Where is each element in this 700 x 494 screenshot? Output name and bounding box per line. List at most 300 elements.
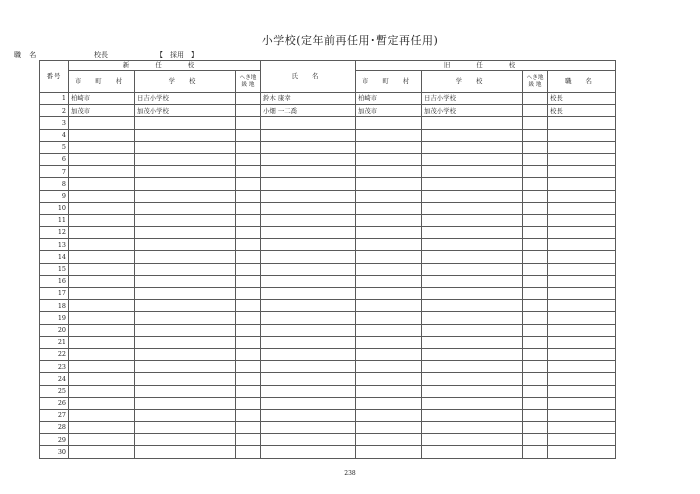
new-remote-area-cell bbox=[236, 117, 261, 129]
new-school-cell: 加茂小学校 bbox=[135, 105, 236, 117]
new-municipality-cell bbox=[69, 348, 135, 360]
row-number: 21 bbox=[40, 336, 69, 348]
new-remote-area-cell bbox=[236, 263, 261, 275]
old-school-cell bbox=[422, 446, 523, 458]
old-school-cell bbox=[422, 361, 523, 373]
new-remote-area-cell bbox=[236, 239, 261, 251]
old-municipality-cell bbox=[356, 324, 422, 336]
header-number: 番号 bbox=[40, 61, 69, 93]
old-remote-area-cell bbox=[523, 251, 548, 263]
old-municipality-cell bbox=[356, 129, 422, 141]
old-school-cell bbox=[422, 141, 523, 153]
table-row bbox=[40, 312, 616, 324]
row-number: 20 bbox=[40, 324, 69, 336]
new-remote-area-cell bbox=[236, 312, 261, 324]
job-title-label: 職 名 bbox=[14, 51, 40, 59]
job-title-cell bbox=[548, 129, 616, 141]
name-cell bbox=[261, 117, 356, 129]
new-municipality-cell: 柏崎市 bbox=[69, 93, 135, 105]
old-municipality-cell bbox=[356, 227, 422, 239]
header-name: 氏 名 bbox=[261, 61, 356, 93]
new-school-cell bbox=[135, 348, 236, 360]
old-remote-area-cell bbox=[523, 336, 548, 348]
new-municipality-cell bbox=[69, 263, 135, 275]
new-remote-area-cell bbox=[236, 446, 261, 458]
table-row bbox=[40, 166, 616, 178]
table-row bbox=[40, 129, 616, 141]
old-municipality-cell bbox=[356, 117, 422, 129]
job-title-cell bbox=[548, 202, 616, 214]
table-row bbox=[40, 141, 616, 153]
old-municipality-cell bbox=[356, 446, 422, 458]
new-municipality-cell bbox=[69, 166, 135, 178]
new-school-cell bbox=[135, 153, 236, 165]
new-municipality-cell bbox=[69, 239, 135, 251]
job-title-cell bbox=[548, 373, 616, 385]
row-number: 1 bbox=[40, 93, 69, 105]
header-old-school: 学 校 bbox=[422, 71, 523, 93]
new-municipality-cell bbox=[69, 361, 135, 373]
new-school-cell bbox=[135, 361, 236, 373]
old-school-cell bbox=[422, 409, 523, 421]
old-school-cell bbox=[422, 129, 523, 141]
new-school-cell bbox=[135, 166, 236, 178]
job-title-cell bbox=[548, 312, 616, 324]
new-school-cell bbox=[135, 251, 236, 263]
row-number: 8 bbox=[40, 178, 69, 190]
job-title-value: 校長 bbox=[94, 51, 108, 59]
row-number: 28 bbox=[40, 422, 69, 434]
old-municipality-cell bbox=[356, 202, 422, 214]
old-remote-area-cell bbox=[523, 214, 548, 226]
old-school-cell bbox=[422, 422, 523, 434]
row-number: 12 bbox=[40, 227, 69, 239]
old-school-cell bbox=[422, 166, 523, 178]
new-municipality-cell bbox=[69, 422, 135, 434]
table-row bbox=[40, 227, 616, 239]
name-cell bbox=[261, 178, 356, 190]
name-cell: 鈴木 康幸 bbox=[261, 93, 356, 105]
new-school-cell bbox=[135, 300, 236, 312]
old-school-cell bbox=[422, 288, 523, 300]
old-school-cell bbox=[422, 202, 523, 214]
old-municipality-cell bbox=[356, 263, 422, 275]
job-title-cell bbox=[548, 434, 616, 446]
old-municipality-cell: 加茂市 bbox=[356, 105, 422, 117]
old-school-cell bbox=[422, 336, 523, 348]
old-municipality-cell bbox=[356, 275, 422, 287]
new-municipality-cell bbox=[69, 202, 135, 214]
new-school-cell bbox=[135, 239, 236, 251]
old-remote-area-cell bbox=[523, 129, 548, 141]
new-municipality-cell bbox=[69, 153, 135, 165]
new-municipality-cell bbox=[69, 129, 135, 141]
old-municipality-cell bbox=[356, 336, 422, 348]
old-remote-area-cell bbox=[523, 93, 548, 105]
old-remote-area-cell bbox=[523, 227, 548, 239]
job-title-cell bbox=[548, 446, 616, 458]
job-title-cell bbox=[548, 239, 616, 251]
old-municipality-cell bbox=[356, 251, 422, 263]
name-cell bbox=[261, 141, 356, 153]
table-row bbox=[40, 153, 616, 165]
old-school-cell bbox=[422, 214, 523, 226]
row-number: 25 bbox=[40, 385, 69, 397]
new-municipality-cell: 加茂市 bbox=[69, 105, 135, 117]
table-row bbox=[40, 117, 616, 129]
new-school-cell bbox=[135, 275, 236, 287]
new-school-cell bbox=[135, 336, 236, 348]
name-cell bbox=[261, 202, 356, 214]
new-school-cell bbox=[135, 288, 236, 300]
row-number: 14 bbox=[40, 251, 69, 263]
old-school-cell bbox=[422, 117, 523, 129]
header-new-municipality: 市 町 村 bbox=[69, 71, 135, 93]
new-school-cell bbox=[135, 397, 236, 409]
old-municipality-cell bbox=[356, 288, 422, 300]
new-municipality-cell bbox=[69, 288, 135, 300]
table-row bbox=[40, 300, 616, 312]
table-row bbox=[40, 434, 616, 446]
old-municipality-cell bbox=[356, 166, 422, 178]
name-cell bbox=[261, 129, 356, 141]
row-number: 3 bbox=[40, 117, 69, 129]
old-school-cell bbox=[422, 227, 523, 239]
old-remote-area-cell bbox=[523, 117, 548, 129]
old-remote-area-cell bbox=[523, 397, 548, 409]
new-remote-area-cell bbox=[236, 336, 261, 348]
job-title-cell bbox=[548, 214, 616, 226]
name-cell bbox=[261, 190, 356, 202]
old-remote-area-cell bbox=[523, 288, 548, 300]
old-school-cell bbox=[422, 275, 523, 287]
name-cell bbox=[261, 288, 356, 300]
name-cell bbox=[261, 251, 356, 263]
header-job-title: 職 名 bbox=[548, 71, 616, 93]
new-municipality-cell bbox=[69, 190, 135, 202]
job-title-cell bbox=[548, 275, 616, 287]
old-municipality-cell bbox=[356, 348, 422, 360]
job-title-cell bbox=[548, 409, 616, 421]
new-municipality-cell bbox=[69, 312, 135, 324]
name-cell bbox=[261, 409, 356, 421]
row-number: 9 bbox=[40, 190, 69, 202]
old-school-cell bbox=[422, 239, 523, 251]
name-cell bbox=[261, 214, 356, 226]
new-municipality-cell bbox=[69, 275, 135, 287]
new-school-cell bbox=[135, 190, 236, 202]
table-row bbox=[40, 373, 616, 385]
new-remote-area-cell bbox=[236, 141, 261, 153]
new-remote-area-cell bbox=[236, 178, 261, 190]
name-cell bbox=[261, 153, 356, 165]
old-school-cell bbox=[422, 300, 523, 312]
new-school-cell bbox=[135, 263, 236, 275]
job-title-cell bbox=[548, 166, 616, 178]
row-number: 26 bbox=[40, 397, 69, 409]
new-school-cell bbox=[135, 434, 236, 446]
new-municipality-cell bbox=[69, 227, 135, 239]
old-school-cell bbox=[422, 190, 523, 202]
header-new-remote-area: へき地級 地 bbox=[236, 71, 261, 93]
job-title-cell bbox=[548, 348, 616, 360]
name-cell: 小畑 一二喬 bbox=[261, 105, 356, 117]
job-title-cell bbox=[548, 385, 616, 397]
table-row bbox=[40, 178, 616, 190]
table-row bbox=[40, 422, 616, 434]
table-row bbox=[40, 361, 616, 373]
new-school-cell: 日吉小学校 bbox=[135, 93, 236, 105]
old-remote-area-cell bbox=[523, 239, 548, 251]
old-municipality-cell bbox=[356, 385, 422, 397]
old-remote-area-cell bbox=[523, 275, 548, 287]
table-row bbox=[40, 397, 616, 409]
job-title-cell bbox=[548, 361, 616, 373]
row-number: 7 bbox=[40, 166, 69, 178]
row-number: 2 bbox=[40, 105, 69, 117]
new-school-cell bbox=[135, 227, 236, 239]
new-municipality-cell bbox=[69, 178, 135, 190]
new-municipality-cell bbox=[69, 434, 135, 446]
old-remote-area-cell bbox=[523, 361, 548, 373]
old-remote-area-cell bbox=[523, 178, 548, 190]
old-municipality-cell bbox=[356, 178, 422, 190]
row-number: 22 bbox=[40, 348, 69, 360]
new-school-cell bbox=[135, 214, 236, 226]
header-new-school-group: 新 任 校 bbox=[69, 61, 261, 71]
name-cell bbox=[261, 348, 356, 360]
old-municipality-cell bbox=[356, 300, 422, 312]
old-municipality-cell bbox=[356, 141, 422, 153]
new-school-cell bbox=[135, 324, 236, 336]
new-municipality-cell bbox=[69, 336, 135, 348]
new-school-cell bbox=[135, 373, 236, 385]
new-remote-area-cell bbox=[236, 251, 261, 263]
row-number: 11 bbox=[40, 214, 69, 226]
old-remote-area-cell bbox=[523, 190, 548, 202]
row-number: 23 bbox=[40, 361, 69, 373]
old-school-cell bbox=[422, 397, 523, 409]
new-school-cell bbox=[135, 446, 236, 458]
old-remote-area-cell bbox=[523, 300, 548, 312]
old-school-cell bbox=[422, 385, 523, 397]
new-remote-area-cell bbox=[236, 300, 261, 312]
new-municipality-cell bbox=[69, 300, 135, 312]
row-number: 5 bbox=[40, 141, 69, 153]
old-remote-area-cell bbox=[523, 324, 548, 336]
header-old-municipality: 市 町 村 bbox=[356, 71, 422, 93]
job-title-cell bbox=[548, 422, 616, 434]
row-number: 4 bbox=[40, 129, 69, 141]
job-title-cell bbox=[548, 336, 616, 348]
new-remote-area-cell bbox=[236, 275, 261, 287]
new-school-cell bbox=[135, 422, 236, 434]
name-cell bbox=[261, 275, 356, 287]
job-title-cell: 校長 bbox=[548, 93, 616, 105]
new-school-cell bbox=[135, 117, 236, 129]
row-number: 17 bbox=[40, 288, 69, 300]
new-school-cell bbox=[135, 141, 236, 153]
old-municipality-cell bbox=[356, 239, 422, 251]
table-row bbox=[40, 275, 616, 287]
row-number: 13 bbox=[40, 239, 69, 251]
new-municipality-cell bbox=[69, 141, 135, 153]
new-school-cell bbox=[135, 409, 236, 421]
row-number: 30 bbox=[40, 446, 69, 458]
new-municipality-cell bbox=[69, 446, 135, 458]
job-title-cell bbox=[548, 324, 616, 336]
row-number: 24 bbox=[40, 373, 69, 385]
new-remote-area-cell bbox=[236, 202, 261, 214]
table-row bbox=[40, 409, 616, 421]
old-municipality-cell bbox=[356, 397, 422, 409]
old-school-cell bbox=[422, 153, 523, 165]
old-municipality-cell bbox=[356, 361, 422, 373]
old-school-cell bbox=[422, 251, 523, 263]
new-municipality-cell bbox=[69, 251, 135, 263]
name-cell bbox=[261, 373, 356, 385]
old-remote-area-cell bbox=[523, 422, 548, 434]
header-old-remote-area: へき地級 地 bbox=[523, 71, 548, 93]
table-row bbox=[40, 385, 616, 397]
old-school-cell: 加茂小学校 bbox=[422, 105, 523, 117]
name-cell bbox=[261, 336, 356, 348]
table-row bbox=[40, 446, 616, 458]
new-school-cell bbox=[135, 385, 236, 397]
row-number: 18 bbox=[40, 300, 69, 312]
old-remote-area-cell bbox=[523, 202, 548, 214]
name-cell bbox=[261, 312, 356, 324]
name-cell bbox=[261, 263, 356, 275]
header-new-school: 学 校 bbox=[135, 71, 236, 93]
new-remote-area-cell bbox=[236, 348, 261, 360]
table-row bbox=[40, 251, 616, 263]
old-remote-area-cell bbox=[523, 105, 548, 117]
new-remote-area-cell bbox=[236, 93, 261, 105]
new-remote-area-cell bbox=[236, 409, 261, 421]
personnel-table bbox=[39, 60, 616, 459]
old-school-cell bbox=[422, 178, 523, 190]
table-row bbox=[40, 324, 616, 336]
new-remote-area-cell bbox=[236, 129, 261, 141]
job-title-cell bbox=[548, 190, 616, 202]
new-remote-area-cell bbox=[236, 166, 261, 178]
row-number: 19 bbox=[40, 312, 69, 324]
old-remote-area-cell bbox=[523, 385, 548, 397]
new-municipality-cell bbox=[69, 117, 135, 129]
name-cell bbox=[261, 361, 356, 373]
job-title-cell bbox=[548, 263, 616, 275]
name-cell bbox=[261, 227, 356, 239]
old-municipality-cell bbox=[356, 422, 422, 434]
row-number: 6 bbox=[40, 153, 69, 165]
table-row bbox=[40, 214, 616, 226]
table-row bbox=[40, 239, 616, 251]
job-title-cell bbox=[548, 153, 616, 165]
row-number: 15 bbox=[40, 263, 69, 275]
job-title-cell bbox=[548, 397, 616, 409]
old-remote-area-cell bbox=[523, 263, 548, 275]
old-municipality-cell bbox=[356, 409, 422, 421]
new-municipality-cell bbox=[69, 373, 135, 385]
old-remote-area-cell bbox=[523, 446, 548, 458]
header-old-school-group: 旧 任 校 bbox=[356, 61, 616, 71]
new-remote-area-cell bbox=[236, 324, 261, 336]
new-remote-area-cell bbox=[236, 288, 261, 300]
table-row bbox=[40, 93, 616, 105]
new-remote-area-cell bbox=[236, 385, 261, 397]
job-title-cell bbox=[548, 227, 616, 239]
row-number: 27 bbox=[40, 409, 69, 421]
new-remote-area-cell bbox=[236, 397, 261, 409]
new-school-cell bbox=[135, 202, 236, 214]
new-remote-area-cell bbox=[236, 422, 261, 434]
new-remote-area-cell bbox=[236, 227, 261, 239]
old-remote-area-cell bbox=[523, 348, 548, 360]
old-school-cell bbox=[422, 312, 523, 324]
job-title-cell bbox=[548, 141, 616, 153]
new-remote-area-cell bbox=[236, 434, 261, 446]
name-cell bbox=[261, 239, 356, 251]
appointment-type: 【 採用 】 bbox=[156, 51, 198, 59]
name-cell bbox=[261, 434, 356, 446]
table-row bbox=[40, 336, 616, 348]
new-remote-area-cell bbox=[236, 361, 261, 373]
name-cell bbox=[261, 166, 356, 178]
page-number: 238 bbox=[344, 470, 356, 477]
row-number: 16 bbox=[40, 275, 69, 287]
table-row bbox=[40, 348, 616, 360]
old-municipality-cell bbox=[356, 373, 422, 385]
old-municipality-cell bbox=[356, 190, 422, 202]
new-municipality-cell bbox=[69, 324, 135, 336]
row-number: 29 bbox=[40, 434, 69, 446]
new-remote-area-cell bbox=[236, 105, 261, 117]
page-title: 小学校(定年前再任用･暫定再任用) bbox=[261, 34, 439, 47]
new-municipality-cell bbox=[69, 385, 135, 397]
old-remote-area-cell bbox=[523, 409, 548, 421]
new-municipality-cell bbox=[69, 397, 135, 409]
old-remote-area-cell bbox=[523, 153, 548, 165]
table-row bbox=[40, 288, 616, 300]
old-school-cell bbox=[422, 373, 523, 385]
new-remote-area-cell bbox=[236, 214, 261, 226]
new-remote-area-cell bbox=[236, 373, 261, 385]
new-school-cell bbox=[135, 312, 236, 324]
old-school-cell bbox=[422, 324, 523, 336]
old-remote-area-cell bbox=[523, 373, 548, 385]
name-cell bbox=[261, 300, 356, 312]
old-school-cell: 日吉小学校 bbox=[422, 93, 523, 105]
old-municipality-cell bbox=[356, 312, 422, 324]
old-municipality-cell bbox=[356, 434, 422, 446]
old-remote-area-cell bbox=[523, 141, 548, 153]
job-title-cell bbox=[548, 117, 616, 129]
new-municipality-cell bbox=[69, 214, 135, 226]
row-number: 10 bbox=[40, 202, 69, 214]
table-row bbox=[40, 202, 616, 214]
table-row bbox=[40, 263, 616, 275]
job-title-cell: 校長 bbox=[548, 105, 616, 117]
old-remote-area-cell bbox=[523, 434, 548, 446]
name-cell bbox=[261, 422, 356, 434]
job-title-cell bbox=[548, 178, 616, 190]
old-school-cell bbox=[422, 348, 523, 360]
job-title-cell bbox=[548, 251, 616, 263]
name-cell bbox=[261, 385, 356, 397]
job-title-cell bbox=[548, 288, 616, 300]
table-row bbox=[40, 105, 616, 117]
